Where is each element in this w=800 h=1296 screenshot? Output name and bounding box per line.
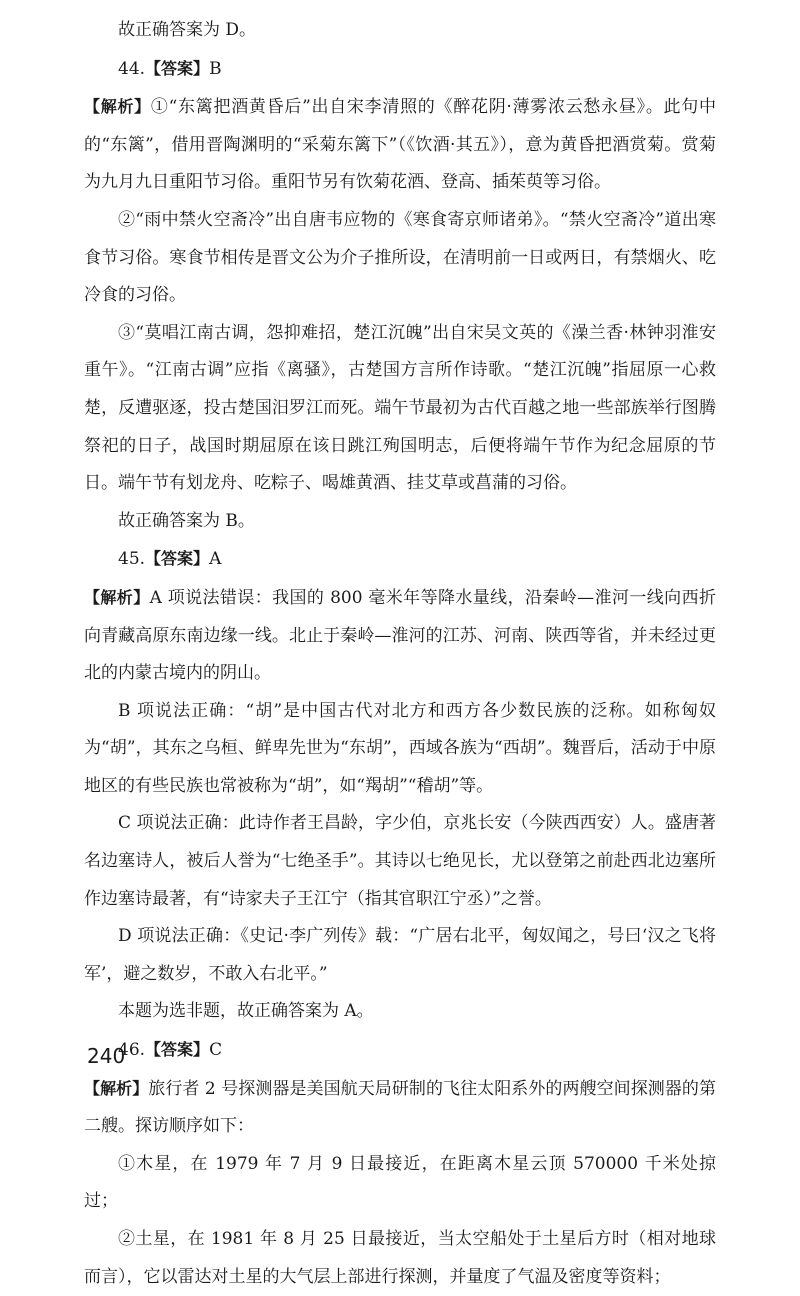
paragraph-text: B 项说法正确：“胡”是中国古代对北方和西方各少数民族的泛称。如称匈奴为“胡”，其东之乌桓、鲜卑先世为“东胡”，西域各族为“西胡”。魏晋后，活动于中原地区的有些民族也常被称为“胡”，如“羯胡”“稽胡”等。 [84, 700, 716, 796]
answer-line-45 [84, 540, 716, 579]
answer-line-46 [84, 1031, 716, 1070]
answer-line-44 [84, 50, 716, 89]
question-number: 44. [118, 58, 146, 79]
answer-tag: 【答案】 [145, 549, 210, 569]
analysis-text: ①“东篱把酒黄昏后”出自宋李清照的《醉花阴·薄雾浓云愁永昼》。此句中的“东篱”，借用晋陶渊明的“采菊东篱下”（《饮酒·其五》），意为黄昏把酒赏菊。赏菊为九月九日重阳节习俗。重阳节另有饮菊花酒、登高、插茱萸等习俗。 [84, 97, 716, 193]
paragraph-text: ③“莫唱江南古调，怨抑难招，楚江沉魄”出自宋吴文英的《澡兰香·林钟羽淮安重午》。“江南古调”应指《离骚》，古楚国方言所作诗歌。“楚江沉魄”指屈原一心救楚，反遭驱逐，投古楚国汨罗江而死。端午节最初为古代百越之地一些部族举行图腾祭祀的日子，战国时期屈原在该日跳江殉国明志，后便将端午节作为纪念屈原的节日。端午节有划龙舟、吃粽子、喝雄黄酒、挂艾草或菖蒲的习俗。 [84, 322, 716, 494]
body-paragraph [84, 315, 716, 503]
paragraph-text: D 项说法正确：《史记·李广列传》载：“广居右北平，匈奴闻之，号曰‘汉之飞将军’，避之数岁，不敢入右北平。” [84, 926, 716, 984]
analysis-text: A 项说法错误：我国的 800 毫米年等降水量线，沿秦岭—淮河一线向西折向青藏高原东南边缘一线。北止于秦岭—淮河的江苏、河南、陕西等省，并未经过更北的内蒙古境内的阴山。 [84, 587, 716, 684]
question-number: 45. [118, 549, 146, 570]
answer-value: B [209, 58, 222, 79]
conclusion-text: 本题为选非题，故正确答案为 A。 [118, 1001, 374, 1022]
analysis-paragraph [84, 579, 716, 693]
body-paragraph [84, 202, 716, 315]
conclusion-line [84, 12, 716, 50]
body-paragraph [84, 693, 716, 806]
analysis-text: 旅行者 2 号探测器是美国航天局研制的飞往太阳系外的两艘空间探测器的第二艘。探访顺序如下： [84, 1078, 716, 1137]
analysis-tag: 【解析】 [84, 97, 151, 117]
conclusion-line [84, 993, 716, 1031]
question-number: 46. [118, 1040, 146, 1061]
analysis-paragraph [84, 88, 716, 202]
paragraph-text: ①木星，在 1979 年 7 月 9 日最接近，在距离木星云顶 570000 千米处掠过； [84, 1153, 716, 1212]
answer-tag: 【答案】 [145, 1040, 210, 1060]
conclusion-line [84, 503, 716, 541]
body-paragraph [84, 1221, 716, 1296]
answer-value: C [209, 1040, 223, 1061]
answer-value: A [209, 549, 222, 570]
page-body [84, 12, 716, 1296]
body-paragraph [84, 1146, 716, 1221]
body-paragraph [84, 918, 716, 993]
answer-tag: 【答案】 [145, 58, 210, 78]
paragraph-text: C 项说法正确：此诗作者王昌龄，字少伯，京兆长安（今陕西西安）人。盛唐著名边塞诗人，被后人誉为“七绝圣手”。其诗以七绝见长，尤以登第之前赴西北边塞所作边塞诗最著，有“诗家夫子王江宁（指其官职江宁丞）”之誉。 [84, 813, 716, 909]
page-number: 240 [87, 1044, 126, 1068]
body-paragraph [84, 805, 716, 918]
analysis-tag: 【解析】 [84, 587, 150, 607]
conclusion-text: 故正确答案为 D。 [118, 20, 257, 40]
conclusion-text: 故正确答案为 B。 [118, 510, 255, 531]
paragraph-text: ②“雨中禁火空斋冷”出自唐韦应物的《寒食寄京师诸弟》。“禁火空斋冷”道出寒食节习俗。寒食节相传是晋文公为介子推所设，在清明前一日或两日，有禁烟火、吃冷食的习俗。 [84, 209, 716, 306]
analysis-tag: 【解析】 [84, 1078, 149, 1098]
analysis-paragraph [84, 1070, 716, 1146]
paragraph-text: ②土星，在 1981 年 8 月 25 日最接近，当太空船处于土星后方时（相对地球而言），它以雷达对土星的大气层上部进行探测，并量度了气温及密度等资料； [84, 1229, 716, 1287]
